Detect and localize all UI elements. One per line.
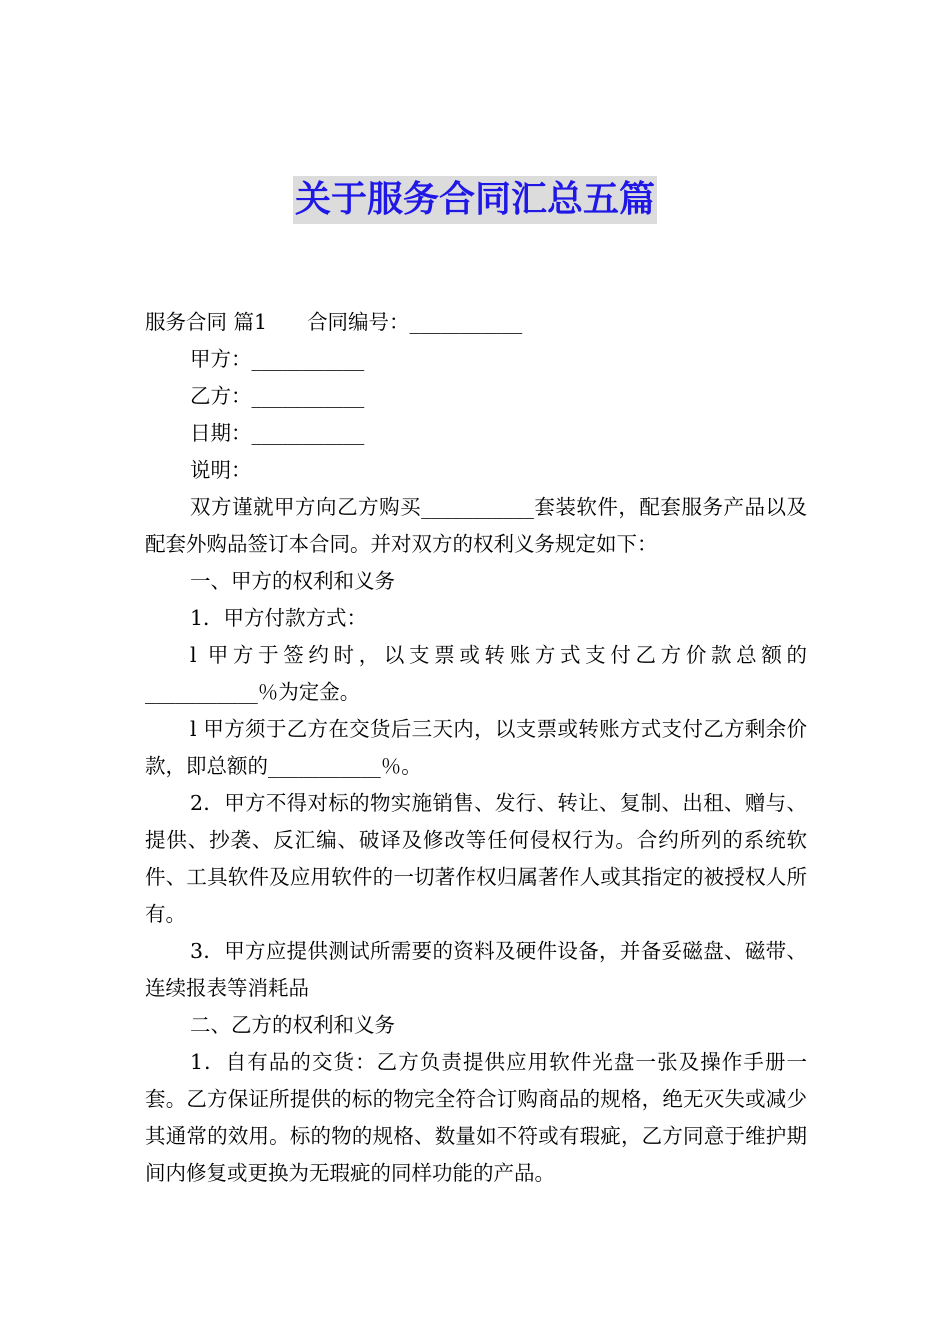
paragraph: l 甲方须于乙方在交货后三天内，以支票或转账方式支付乙方剩余价款，即总额的___________％。: [145, 717, 807, 778]
paragraph: 1．甲方付款方式：: [190, 606, 368, 630]
paragraph: 1．自有品的交货：乙方负责提供应用软件光盘一张及操作手册一套。乙方保证所提供的标的物完全符合订购商品的规格，绝无灭失或减少其通常的效用。标的物的规格、数量如不符或有瑕疵，乙方同意于维护期间内修复或更换为无瑕疵的同样功能的产品。: [145, 1050, 807, 1185]
contract-section-label: 服务合同 篇1: [145, 310, 268, 334]
paragraph: 2．甲方不得对标的物实施销售、发行、转让、复制、出租、赠与、提供、抄袭、反汇编、破译及修改等任何侵权行为。合约所列的系统软件、工具软件及应用软件的一切著作权归属著作人或其指定的被授权人所有。: [145, 791, 807, 926]
party-b-field: 乙方：___________: [190, 384, 365, 408]
paragraph: 双方谨就甲方向乙方购买___________套装软件，配套服务产品以及配套外购品签订本合同。并对双方的权利义务规定如下：: [145, 495, 807, 556]
section-heading: 二、乙方的权利和义务: [190, 1013, 395, 1037]
section-heading: 一、甲方的权利和义务: [190, 569, 395, 593]
party-a-field: 甲方：___________: [190, 347, 365, 371]
description-label: 说明：: [190, 458, 252, 482]
title-container: [0, 176, 950, 224]
contract-number-field: 合同编号：___________: [307, 310, 523, 334]
date-field: 日期：___________: [190, 421, 365, 445]
paragraph: 3．甲方应提供测试所需要的资料及硬件设备，并备妥磁盘、磁带、连续报表等消耗品: [145, 939, 807, 1000]
document-body: [145, 304, 807, 1192]
document-title: 关于服务合同汇总五篇: [293, 176, 657, 224]
header-line: [145, 304, 807, 341]
paragraph: l 甲方于签约时，以支票或转账方式支付乙方价款总额的___________％为定金。: [145, 643, 807, 704]
